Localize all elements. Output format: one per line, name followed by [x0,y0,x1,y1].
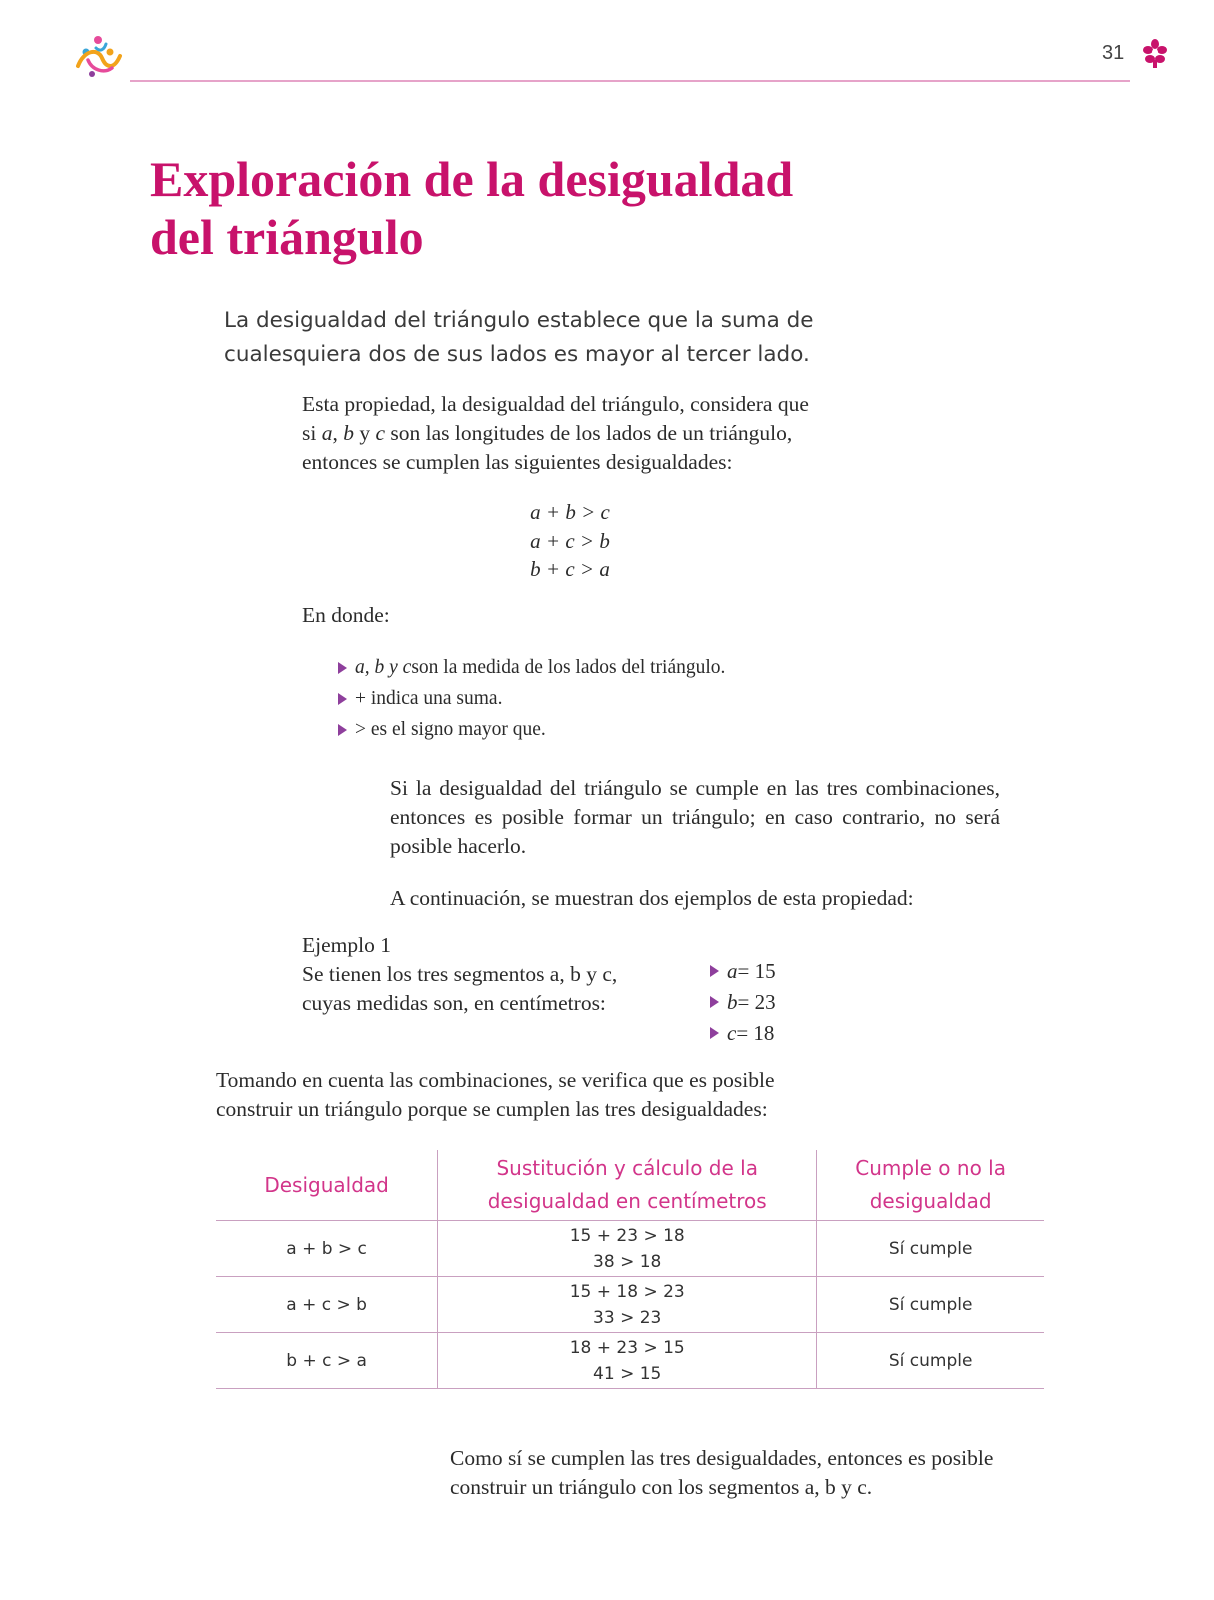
header-desigualdad: Desigualdad [216,1150,438,1221]
cell-result: Sí cumple [817,1221,1044,1277]
var-c: c [375,421,386,445]
value-var: b [727,989,738,1014]
list-item [710,1017,776,1048]
property-sep: , [332,421,344,445]
cell-inequality: b + c > a [216,1333,438,1389]
page-number: 31 [1102,42,1125,64]
cell-result: Sí cumple [817,1333,1044,1389]
cell-calculation [438,1333,817,1389]
conclusion-line2: construir un triángulo con los segmentos a, b y c. [450,1475,873,1499]
property-y: y [353,421,376,445]
table-row [216,1333,1044,1389]
bullet-triangle-icon [710,965,719,977]
flower-ornament-icon [1142,38,1168,68]
calc-line: 18 + 23 > 15 [569,1337,685,1358]
var-b: b [343,421,354,445]
table-header-row [216,1150,1044,1221]
value-var: c [727,1020,737,1045]
property-line1: Esta propiedad, la desigualdad del triángulo, considera que [302,392,809,416]
page-title-line2: del triángulo [150,209,424,265]
inequality-1: a + b > c [530,500,610,524]
value-var: a [727,958,738,983]
calc-line: 15 + 23 > 18 [569,1225,685,1246]
cell-calculation [438,1221,817,1277]
bullet-triangle-icon [338,662,347,674]
combinations-paragraph: Si la desigualdad del triángulo se cumple en las tres combinaciones, entonces es posible formar un triángulo; en caso contrario, no será posible hacerlo. [390,776,1000,858]
cell-inequality: a + b > c [216,1221,438,1277]
value-eq: = 15 [737,958,776,983]
list-item [710,986,776,1017]
bullet-text: > es el signo mayor que. [355,718,546,740]
calc-line: 38 > 18 [593,1251,662,1272]
example1-text-line2: cuyas medidas son, en centímetros: [302,991,606,1015]
example1-text [302,960,672,1018]
var-a: a [321,421,333,445]
conclusion-line1: Como sí se cumplen las tres desigualdades, entonces es posible [450,1446,994,1470]
bullet-triangle-icon [338,693,347,705]
verification-paragraph: Tomando en cuenta las combinaciones, se verifica que es posible construir un triángulo porque se cumplen las tres desigualdades: [216,1068,775,1121]
calc-line: 15 + 18 > 23 [569,1281,685,1302]
header-sustitucion: Sustitución y cálculo de la desigualdad en centímetros [438,1150,817,1221]
examples-intro-paragraph: A continuación, se muestran dos ejemplos de esta propiedad: [390,886,914,910]
definitions-list [338,652,858,745]
header-rule [130,80,1130,82]
list-item [338,683,858,714]
inequality-table-wrapper [216,1150,1214,1389]
table-row [216,1277,1044,1333]
calc-line: 33 > 23 [593,1307,662,1328]
property-line3: entonces se cumplen las siguientes desigualdades: [302,450,733,474]
value-eq: = 23 [737,989,776,1014]
property-line2-post: son las longitudes de los lados de un triángulo, [385,421,793,445]
property-line2-pre: si [302,421,322,445]
bullet-italic: a, b y c [355,656,412,678]
en-donde-label: En donde: [302,603,390,627]
inequalities-block [500,498,640,584]
inequality-table [216,1150,1044,1389]
cell-inequality: a + c > b [216,1277,438,1333]
intro-paragraph: La desigualdad del triángulo establece que la suma de cualesquiera dos de sus lados es mayor al tercer lado. [224,308,814,367]
example1-title: Ejemplo 1 [302,933,391,957]
calc-line: 41 > 15 [593,1363,662,1384]
bullet-text: son la medida de los lados del triángulo. [411,656,726,678]
value-eq: = 18 [736,1020,775,1045]
bullet-triangle-icon [710,1027,719,1039]
sep-logo-icon [70,30,126,86]
list-item [710,955,776,986]
example1-text-line1: Se tienen los tres segmentos a, b y c, [302,962,618,986]
inequality-2: a + c > b [530,528,610,553]
conclusion-paragraph [450,1444,1050,1502]
cell-result: Sí cumple [817,1277,1044,1333]
bullet-triangle-icon [338,724,347,736]
page-title [150,150,910,266]
cell-calculation [438,1277,817,1333]
header-cumple: Cumple o no la desigualdad [817,1150,1044,1221]
page-title-line1: Exploración de la desigualdad [150,151,794,207]
inequality-3: b + c > a [530,557,610,581]
list-item [338,652,858,683]
bullet-text: + indica una suma. [355,687,503,709]
bullet-triangle-icon [710,996,719,1008]
property-paragraph [302,390,862,477]
list-item [338,714,858,745]
table-row [216,1221,1044,1277]
example1-values [710,955,776,1048]
